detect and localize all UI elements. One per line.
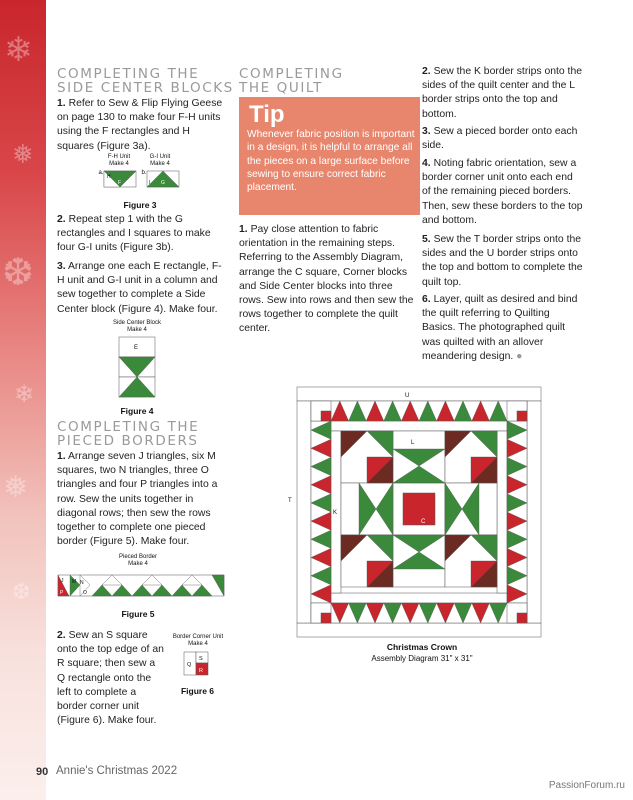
f-label: F [118,180,122,186]
step-text: Arrange seven J triangles, six M squares, two N triangles, three O triangles and four P triangles into a row. Sew the units together in diagonal rows; then sew the rows together to complete one pieced border (Figure 5). Make four. [57,451,218,548]
tip-title: Tip [249,101,285,128]
quilt-step-3 [422,125,584,153]
figure-4-title: Side Center Block Make 4 [112,320,162,333]
side-center-step-1 [57,97,225,154]
j-label: J [61,578,64,584]
g-label: G [161,180,165,186]
o-label: O [83,590,87,596]
step-text: Pay close attention to fabric orientation in the remaining steps. Referring to the Assembly Diagram, arrange the C square, Corner blocks and Side Center blocks into three rows. Sew into rows and then sew the rows together to complete the quilt center. [239,224,414,335]
q-label: Q [187,662,192,668]
side-center-step-3 [57,260,225,317]
quilt-step-5 [422,233,584,290]
step-number: 2. [57,214,66,225]
step-number: 3. [57,261,66,272]
quilt-step-4 [422,157,584,228]
snowflake-icon: ❆ [2,250,34,294]
m-label: M [72,579,77,585]
quilt-piece [527,401,541,623]
quilt-piece [497,431,507,593]
quilt-piece [297,401,311,623]
step-text: Layer, quilt as desired and bind the quilt referring to Quilting Basics. The photographed quilt was quilted with an allover meandering design. [422,294,578,362]
quilt-piece [297,623,541,637]
i-label: I [149,180,151,186]
figure-6-caption: Figure 6 [180,686,215,696]
page-number: 90 [36,766,49,778]
k-label: K [333,510,338,516]
figure-3a-label: a. [98,170,104,176]
u-label: U [405,393,410,399]
t-label: T [288,498,292,504]
quilt-piece [331,593,507,603]
section-title-pieced-borders [57,420,199,448]
assembly-subtitle: Assembly Diagram 31" x 31" [371,654,473,663]
step-text: Refer to Sew & Flip Flying Geese on page 130 to make four F-H units using the F rectangles and H squares (Figure 3a). [57,98,223,152]
step-text: Noting fabric orientation, sew a border corner unit onto each end of the remaining pieced borders. Then, sew these borders to the top and bottom. [422,158,583,226]
snowflake-icon: ❄ [14,380,35,408]
fh-unit-label: F-H Unit Make 4 [107,154,131,167]
step-text: Sew an S square onto the top edge of an R square; then sew a Q rectangle onto the left to complete a border corner unit (Figure 6). Make four. [57,630,164,727]
tip-text: Whenever fabric position is important in a design, it is helpful to arrange all the pieces on a large surface before sewing to ensure correct fabric placement. [247,129,415,194]
publication-title: Annie's Christmas 2022 [56,765,178,777]
step-text: Repeat step 1 with the G rectangles and I squares to make four G-I units (Figure 3b). [57,214,211,254]
step-number: 1. [57,98,66,109]
pieced-border-diagram [58,575,224,597]
quilt-piece [321,613,331,623]
title-line: COMPLETING THE [57,66,200,82]
step-number: 1. [239,224,248,235]
r-label: R [199,668,203,674]
gi-unit-diagram [147,171,179,188]
quilt-piece [403,493,435,525]
snowflake-icon: ❅ [3,470,29,505]
step-number: 3. [422,126,431,137]
decorative-sidebar [0,0,49,800]
step-number: 2. [57,630,66,641]
step-number: 1. [57,451,66,462]
step-text: Sew a pieced border onto each side. [422,126,578,152]
section-title-quilt [239,67,344,95]
step-number: 2. [422,66,431,77]
title-line: COMPLETING THE [57,419,200,435]
fh-unit-diagram [104,171,136,188]
quilt-step-1 [239,223,419,337]
snowflake-icon: ❆ [12,580,31,605]
l-label: L [411,440,415,446]
s-label: S [199,656,203,662]
quilt-piece [331,421,507,431]
p-label: P [60,590,64,596]
figure-6-title: Border Corner Unit Make 4 [172,634,224,647]
step-number: 6. [422,294,431,305]
figure-4-caption: Figure 4 [120,406,154,416]
assembly-diagram [288,387,547,639]
title-line: COMPLETING [239,66,344,82]
step-number: 5. [422,234,431,245]
figure-3b-label: b. [141,170,147,176]
step-text: Sew the K border strips onto the sides of the quilt center and the L border strips onto the top and bottom. [422,66,582,120]
title-line: THE QUILT [239,80,324,96]
n-label: N [80,580,84,586]
e-label: E [134,345,139,351]
section-title-side-center [57,67,234,95]
figure-5-caption: Figure 5 [121,609,155,619]
step-text: Sew the T border strips onto the sides and the U border strips onto the top and bottom to complete the quilt top. [422,234,583,288]
quilt-piece [321,411,331,421]
quilt-step-2 [422,65,584,122]
figure-3-caption: Figure 3 [123,200,157,210]
step-text: Arrange one each E rectangle, F-H unit and G-I unit in a column and sew together to complete a Side Center block (Figure 4). Make four. [57,261,222,315]
end-mark-icon: ● [516,350,523,362]
step-number: 4. [422,158,431,169]
h-label: H [107,174,111,180]
side-center-block-diagram [119,337,155,397]
snowflake-icon: ❅ [12,140,34,170]
side-center-step-2 [57,213,225,256]
pieced-borders-step-1 [57,450,225,549]
quilt-piece [517,411,527,421]
gi-unit-label: G-I Unit Make 4 [149,154,171,167]
title-line: SIDE CENTER BLOCKS [57,80,234,96]
quilt-piece [517,613,527,623]
pieced-borders-step-2 [57,629,165,728]
snowflake-icon: ❄ [4,30,33,70]
watermark: PassionForum.ru [548,780,625,791]
quilt-step-6 [422,293,584,364]
title-line: PIECED BORDERS [57,433,199,449]
figure-5-title: Pieced Border Make 4 [118,554,158,567]
assembly-title: Christmas Crown [386,642,458,652]
tip-box [239,97,420,215]
quilt-piece [297,387,541,401]
border-corner-unit-diagram [184,652,210,676]
c-label: C [421,519,426,525]
